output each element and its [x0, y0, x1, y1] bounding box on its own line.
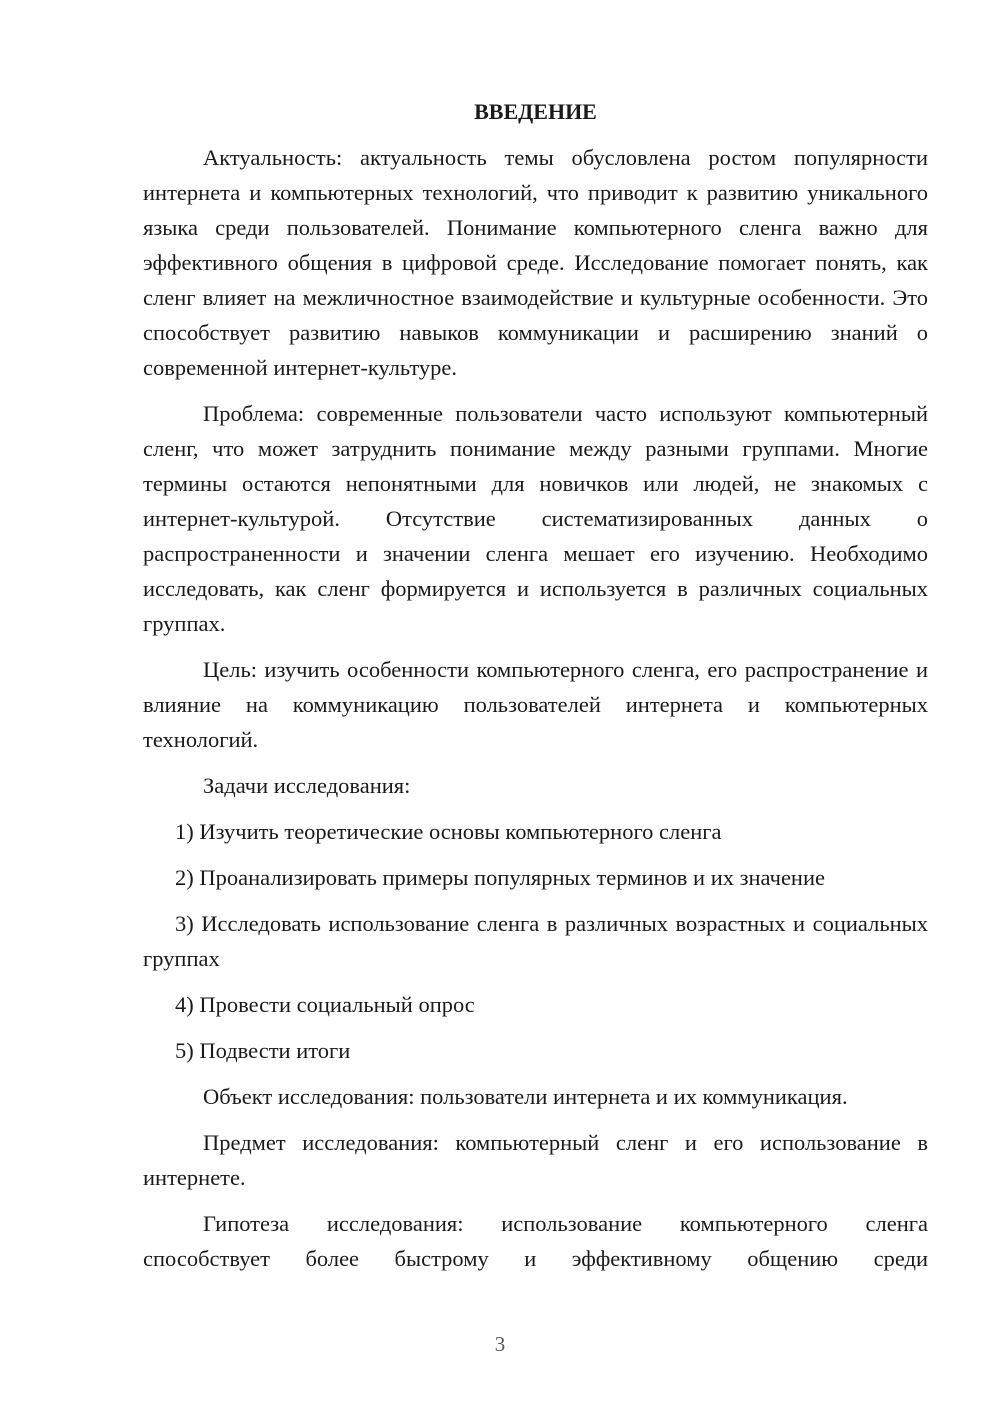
section-title: ВВЕДЕНИЕ [474, 99, 597, 124]
task-item-4: 4) Провести социальный опрос [175, 992, 475, 1017]
task-item-1: 1) Изучить теоретические основы компьютерного сленга [175, 819, 722, 844]
task-item-2: 2) Проанализировать примеры популярных терминов и их значение [175, 865, 825, 890]
paragraph-relevance: Актуальность: актуальность темы обусловлена ростом популярности интернета и компьютерных технологий, что приводит к развитию уникального языка среди пользователей. Понимание компьютерного сленга важно для эффективного общения в цифровой среде. Исследование помогает понять, как сленг влияет на межличностное взаимодействие и культурные особенности. Это способствует развитию навыков коммуникации и расширению знаний о современной интернет-культуре. [143, 145, 928, 380]
paragraph-problem: Проблема: современные пользователи часто используют компьютерный сленг, что может затруднить понимание между разными группами. Многие термины остаются непонятными для новичков или людей, не знакомых с интернет-культурой. Отсутствие систематизированных данных о распространенности и значении сленга мешает его изучению. Необходимо исследовать, как сленг формируется и используется в различных социальных группах. [143, 401, 928, 636]
paragraph-goal: Цель: изучить особенности компьютерного сленга, его распространение и влияние на коммуникацию пользователей интернета и компьютерных технологий. [143, 657, 928, 752]
task-item-5: 5) Подвести итоги [175, 1038, 351, 1063]
task-item-3: 3) Исследовать использование сленга в различных возрастных и социальных группах [143, 911, 928, 971]
paragraph-tasks-heading: Задачи исследования: [203, 773, 411, 798]
paragraph-hypothesis: Гипотеза исследования: использование компьютерного сленга способствует более быстрому и эффективному общению среди [143, 1211, 928, 1271]
document-page [143, 94, 928, 1276]
page-number: 3 [494, 1332, 506, 1356]
paragraph-object: Объект исследования: пользователи интернета и их коммуникация. [203, 1084, 848, 1109]
paragraph-subject: Предмет исследования: компьютерный сленг и его использование в интернете. [143, 1130, 928, 1190]
